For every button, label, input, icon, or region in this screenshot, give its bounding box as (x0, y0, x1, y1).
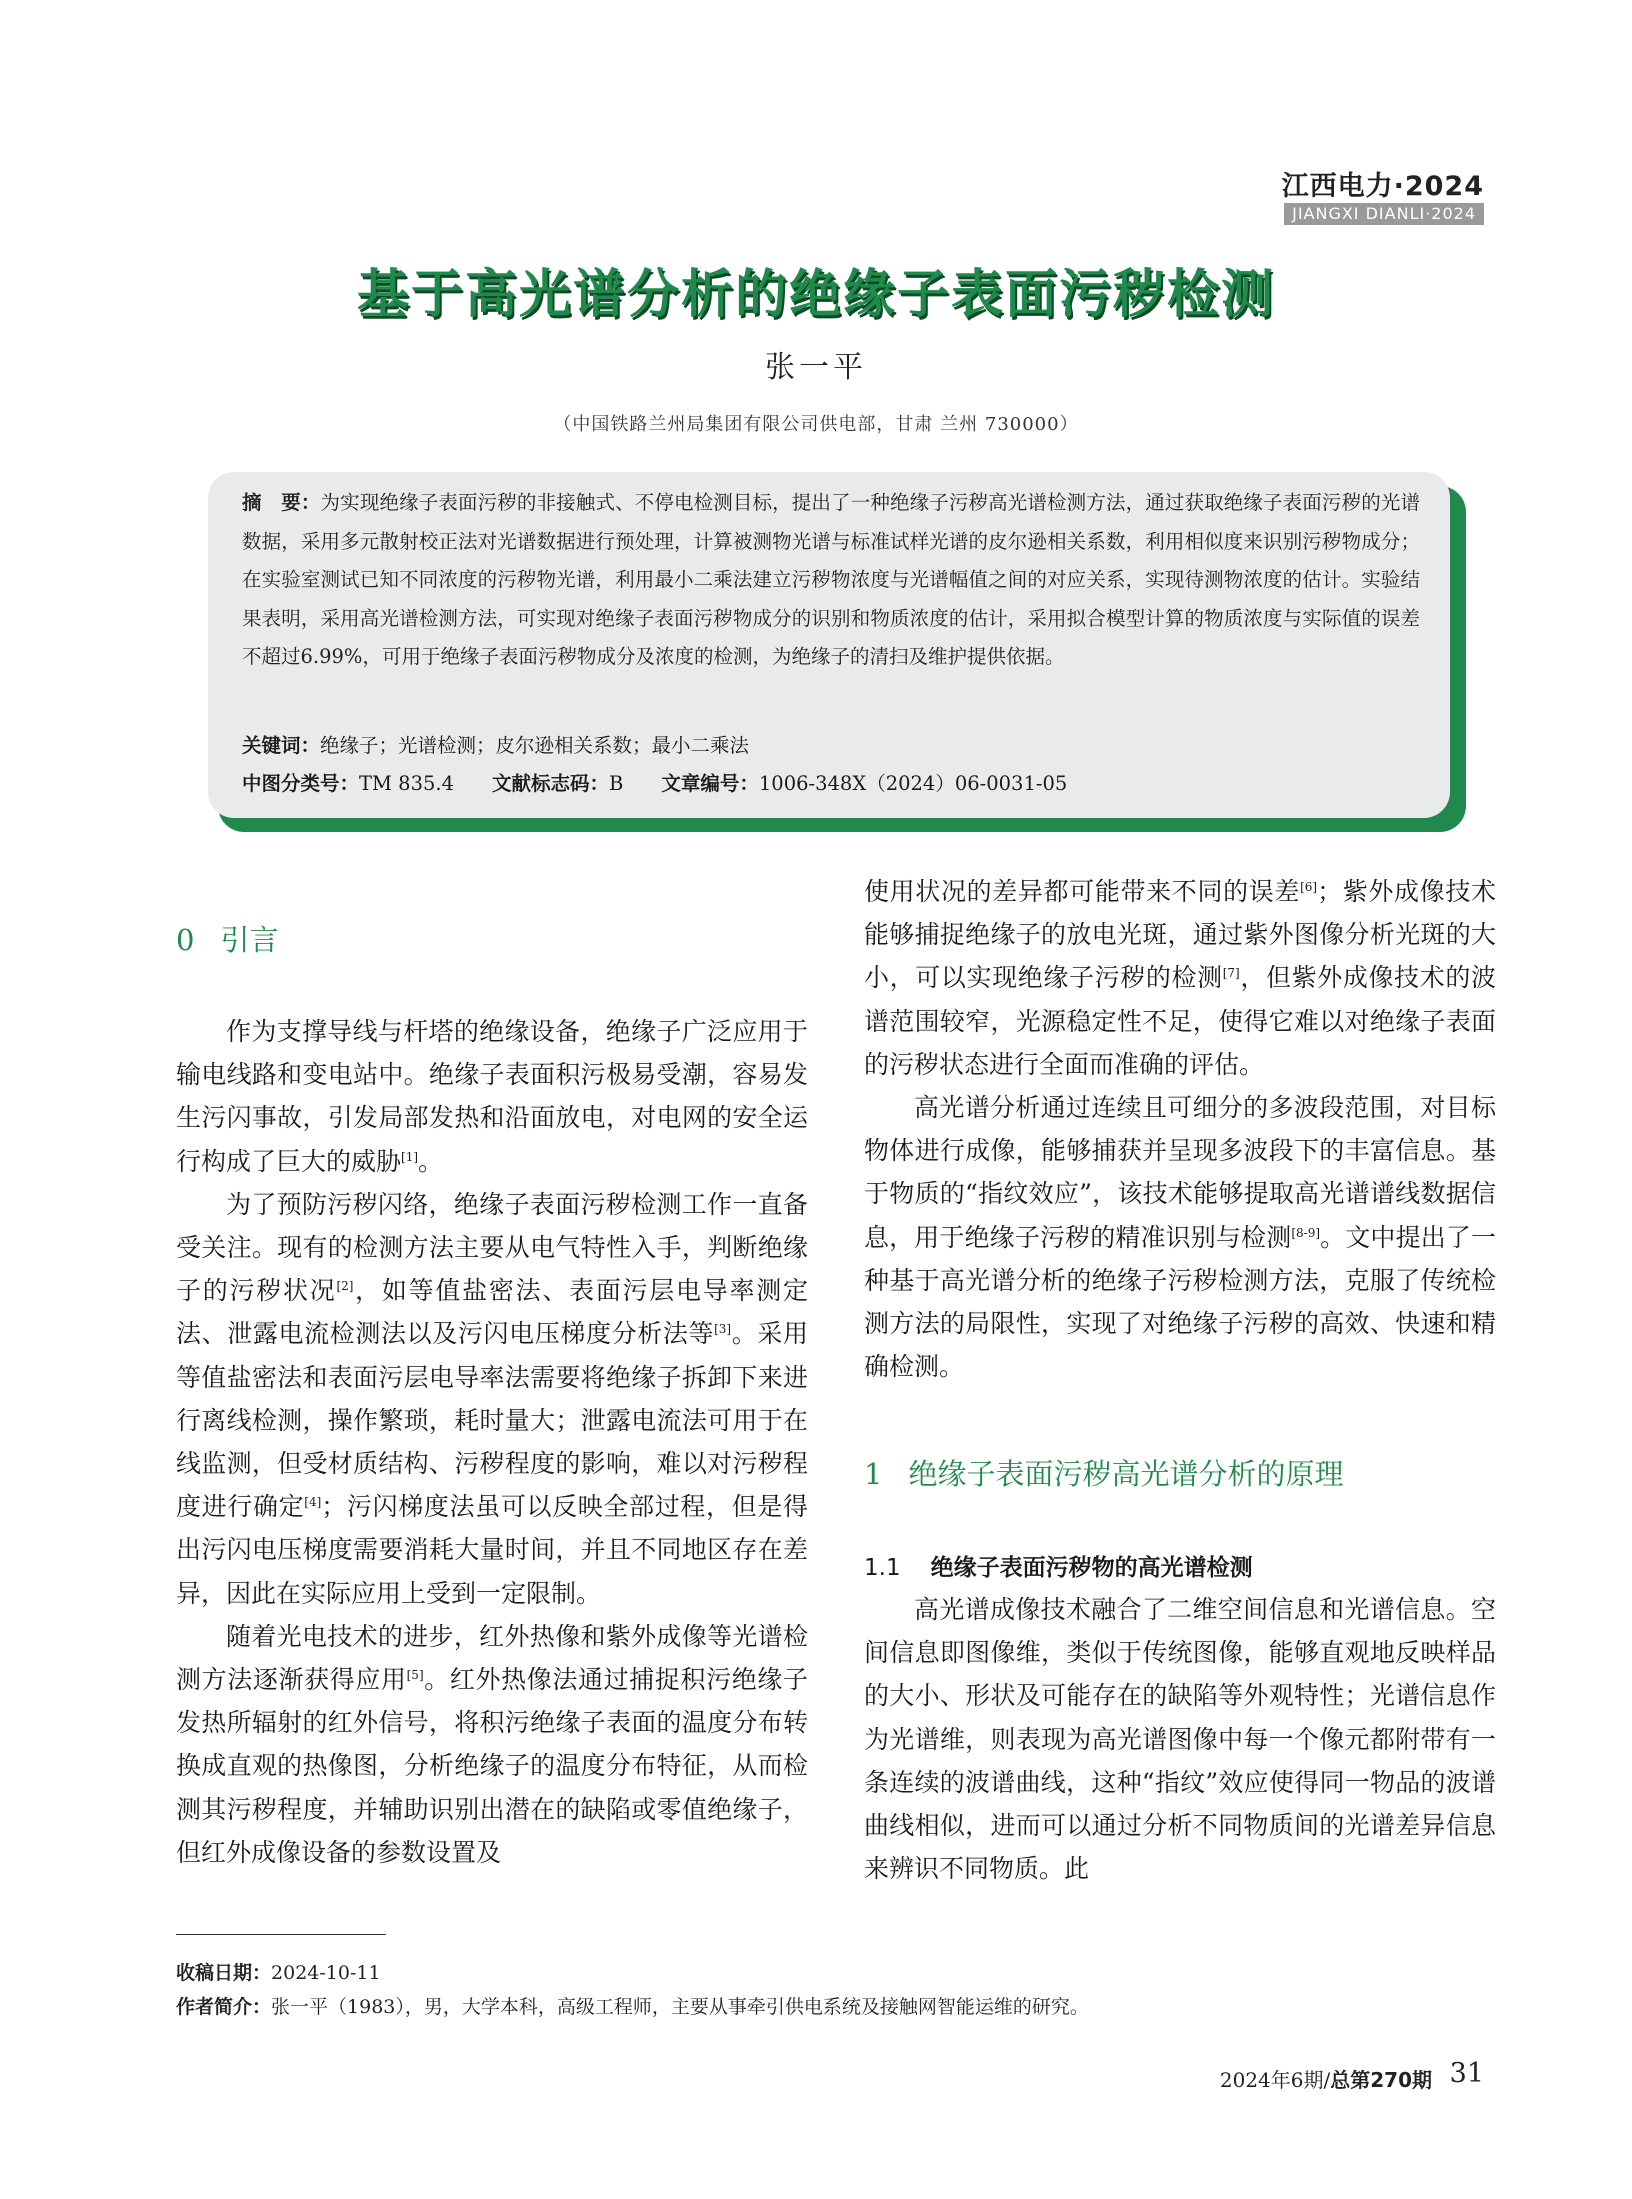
citation: [8-9] (1291, 1225, 1321, 1240)
subsection-heading-1-1 (864, 1549, 1253, 1582)
paragraph (176, 1010, 808, 1183)
citation: [6] (1300, 880, 1318, 894)
author-bio-label: 作者简介： (176, 1996, 272, 2018)
author-name: 张一平 (765, 350, 867, 385)
citation: [2] (336, 1279, 354, 1294)
keywords-label: 关键词： (242, 734, 321, 757)
paragraph (864, 1086, 1496, 1388)
paragraph (176, 1615, 808, 1874)
subsection-title: 绝缘子表面污秽物的高光谱检测 (930, 1555, 1253, 1581)
subsection-body (864, 1588, 1496, 1890)
text: 作为支撑导线与杆塔的绝缘设备，绝缘子广泛应用于输电线路和变电站中。绝缘子表面积污极易受潮，容易发生污闪事故，引发局部发热和沿面放电，对电网的安全运行构成了巨大的威胁 (176, 1017, 808, 1176)
section-title: 绝缘子表面污秽高光谱分析的原理 (908, 1457, 1344, 1491)
text: 。文中提出了一种基于高光谱分析的绝缘子污秽检测方法，克服了传统检测方法的局限性，实现了对绝缘子污秽的高效、快速和精确检测。 (864, 1222, 1496, 1382)
issue-total: 总第270期 (1330, 2068, 1432, 2092)
section-heading-intro (176, 918, 278, 959)
paper-title: 基于高光谱分析的绝缘子表面污秽检测 (356, 265, 1275, 325)
abstract-label: 摘 要： (242, 491, 321, 514)
left-column (176, 1010, 808, 1874)
text: ，但紫外成像技术的波谱范围较窄，光源稳定性不足，使得它难以对绝缘子表面的污秽状态进行全面而准确的评估。 (864, 963, 1496, 1079)
keywords-text: 绝缘子；光谱检测；皮尔逊相关系数；最小二乘法 (320, 734, 750, 757)
citation: [5] (406, 1668, 424, 1683)
text: 。红外热像法通过捕捉积污绝缘子发热所辐射的红外信号，将积污绝缘子表面的温度分布转换成直观的热像图，分析绝缘子的温度分布特征，从而检测其污秽程度，并辅助识别出潜在的缺陷或零值绝缘子，但红外成像设备的参数设置及 (176, 1665, 808, 1867)
author-bio (176, 1992, 1089, 2022)
text: ；紫外成像技术能够捕捉绝缘子的放电光斑，通过紫外图像分析光斑的大小，可以实现绝缘子污秽的检测 (864, 877, 1496, 993)
text: 。采用等值盐密法和表面污层电导率法需要将绝缘子拆卸下来进行离线检测，操作繁琐，耗时量大；泄露电流法可用于在线监测，但受材质结构、污秽程度的影响，难以对污秽程度进行确定 (176, 1319, 808, 1522)
citation: [1] (401, 1149, 419, 1164)
doc-code-value: B (609, 772, 624, 795)
text: 随着光电技术的进步，红外热像和紫外成像等光谱检测方法逐渐获得应用 (176, 1621, 808, 1695)
received-value: 2024-10-11 (271, 1962, 381, 1984)
keywords (242, 727, 1420, 765)
text: ，如等值盐密法、表面污层电导率测定法、泄露电流检测法以及污闪电压梯度分析法等 (176, 1276, 808, 1349)
clc-value: TM 835.4 (359, 772, 455, 795)
section-number: 1 (864, 1457, 883, 1491)
text: ；污闪梯度法虽可以反映全部过程，但是得出污闪电压梯度需要消耗大量时间，并且不同地区存在差异，因此在实际应用上受到一定限制。 (176, 1492, 808, 1608)
journal-name: 江西电力·2024 (1281, 171, 1484, 202)
paragraph: 高光谱成像技术融合了二维空间信息和光谱信息。空间信息即图像维，类似于传统图像，能够直观地反映样品的大小、形状及可能存在的缺陷等外观特性；光谱信息作为光谱维，则表现为高光谱图像中每一个像元都附带有一条连续的波谱曲线，这种“指纹”效应使得同一物品的波谱曲线相似，进而可以通过分析不同物质间的光谱差异信息来辨识不同物质。此 (864, 1595, 1496, 1884)
citation: [7] (1222, 966, 1240, 981)
received-label: 收稿日期： (176, 1962, 272, 1984)
paragraph (176, 1183, 808, 1615)
clc-label: 中图分类号： (242, 772, 360, 795)
abstract-text: 为实现绝缘子表面污秽的非接触式、不停电检测目标，提出了一种绝缘子污秽高光谱检测方法，通过获取绝缘子表面污秽的光谱数据，采用多元散射校正法对光谱数据进行预处理，计算被测物光谱与标准试样光谱的皮尔逊相关系数，利用相似度来识别污秽物成分；在实验室测试已知不同浓度的污秽物光谱，利用最小二乘法建立污秽物浓度与光谱幅值之间的对应关系，实现待测物浓度的估计。实验结果表明，采用高光谱检测方法，可实现对绝缘子表面污秽物成分的识别和物质浓度的估计，采用拟合模型计算的物质浓度与实际值的误差不超过6.99%，可用于绝缘子表面污秽物成分及浓度的检测，为绝缘子的清扫及维护提供依据。 (242, 491, 1420, 668)
section-title: 引言 (220, 923, 279, 957)
page-number: 31 (1449, 2058, 1484, 2089)
author-bio-text: 张一平（1983），男，大学本科，高级工程师，主要从事牵引供电系统及接触网智能运维的研究。 (271, 1996, 1089, 2018)
doc-code-label: 文献标志码： (492, 772, 610, 795)
subsection-number: 1.1 (864, 1555, 901, 1581)
section-number: 0 (176, 923, 195, 957)
abstract (242, 484, 1420, 677)
author-affiliation: （中国铁路兰州局集团有限公司供电部，甘肃 兰州 730000） (553, 414, 1079, 435)
section-heading-1 (864, 1452, 1343, 1493)
article-no-label: 文章编号： (661, 772, 759, 795)
paragraph-continued (864, 870, 1496, 1086)
right-column (864, 870, 1496, 1388)
text: 。 (418, 1146, 444, 1176)
journal-name-en: JIANGXI DIANLI·2024 (1284, 203, 1484, 225)
received-date (176, 1958, 381, 1988)
footnote-rule (176, 1934, 386, 1935)
text: 使用状况的差异都可能带来不同的误差 (864, 877, 1301, 906)
text: 高光谱分析通过连续且可细分的多波段范围，对目标物体进行成像，能够捕获并呈现多波段下的丰富信息。基于物质的“指纹效应”，该技术能够提取高光谱谱线数据信息，用于绝缘子污秽的精准识别与检测 (864, 1093, 1496, 1252)
classification-line (242, 765, 1420, 803)
issue-date: 2024年6期/ (1219, 2068, 1331, 2092)
text: 为了预防污秽闪络，绝缘子表面污秽检测工作一直备受关注。现有的检测方法主要从电气特性入手，判断绝缘子的污秽状况 (176, 1189, 808, 1306)
citation: [3] (714, 1322, 732, 1337)
issue-info (1220, 2064, 1432, 2093)
citation: [4] (304, 1495, 322, 1510)
article-no-value: 1006-348X（2024）06-0031-05 (758, 772, 1068, 795)
